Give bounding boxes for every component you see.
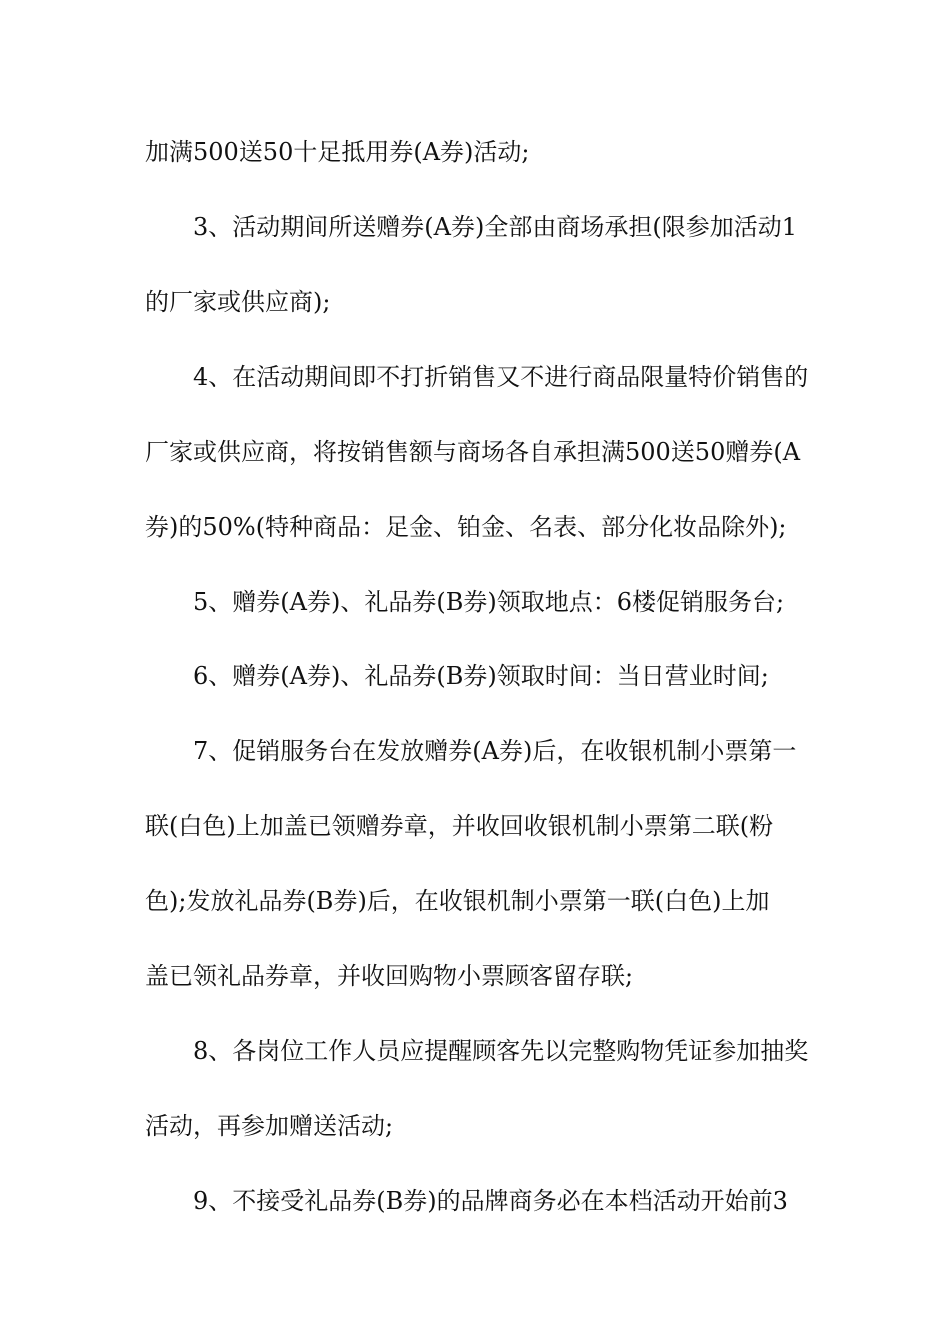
text-line: 活动，再参加赠送活动; <box>145 1112 394 1140</box>
text-line: 联(白色)上加盖已领赠券章，并收回收银机制小票第二联(粉 <box>145 812 774 840</box>
text-line: 的厂家或供应商); <box>145 288 331 316</box>
text-line: 9、不接受礼品券(B券)的品牌商务必在本档活动开始前3 <box>193 1187 788 1215</box>
text-line: 盖已领礼品券章，并收回购物小票顾客留存联; <box>145 962 634 990</box>
text-line: 4、在活动期间即不打折销售又不进行商品限量特价销售的 <box>193 363 809 391</box>
text-line: 8、各岗位工作人员应提醒顾客先以完整购物凭证参加抽奖 <box>193 1037 809 1065</box>
text-line: 券)的50%(特种商品：足金、铂金、名表、部分化妆品除外); <box>145 513 787 541</box>
text-line: 7、促销服务台在发放赠券(A券)后，在收银机制小票第一 <box>193 737 797 765</box>
text-line: 3、活动期间所送赠券(A券)全部由商场承担(限参加活动1 <box>193 213 797 241</box>
text-line: 6、赠券(A券)、礼品券(B券)领取时间：当日营业时间; <box>193 662 769 690</box>
text-line: 加满500送50十足抵用券(A券)活动; <box>145 138 530 166</box>
text-line: 厂家或供应商，将按销售额与商场各自承担满500送50赠券(A <box>145 438 801 466</box>
text-line: 5、赠券(A券)、礼品券(B券)领取地点：6楼促销服务台; <box>193 588 785 616</box>
text-line: 色);发放礼品券(B券)后，在收银机制小票第一联(白色)上加 <box>145 887 770 915</box>
